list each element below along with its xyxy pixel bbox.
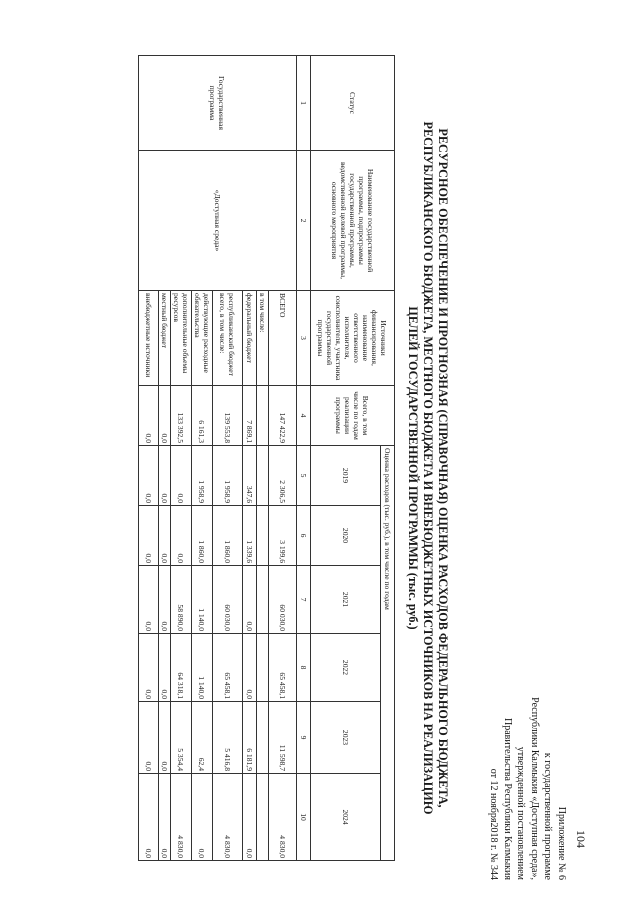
header-total: Всего, в том числе по годам реализации программы xyxy=(311,386,395,446)
column-number: 8 xyxy=(297,634,311,702)
status-cell: Государственная программа xyxy=(139,56,297,151)
value-cell: 0,0 xyxy=(139,506,159,566)
header-status: Статус xyxy=(311,56,395,151)
value-cell: 0,0 xyxy=(139,774,159,861)
title-line: ЦЕЛЕЙ ГОСУДАРСТВЕННОЙ ПРОГРАММЫ (тыс. руб.) xyxy=(406,306,420,630)
value-cell: 6 181,9 xyxy=(243,702,257,774)
value-cell: 11 598,7 xyxy=(269,702,297,774)
total-cell: 139 553,8 xyxy=(213,386,243,446)
value-cell: 4 830,0 xyxy=(213,774,243,861)
document-title xyxy=(405,118,450,818)
value-cell: 4 830,0 xyxy=(171,774,192,861)
appendix-line: к государственной программе xyxy=(542,752,554,880)
value-cell: 0,0 xyxy=(171,446,192,506)
column-number: 5 xyxy=(297,446,311,506)
source-cell: республиканский бюджет всего, в том числе: xyxy=(213,291,243,386)
value-cell: 0,0 xyxy=(159,634,171,702)
source-cell: федеральный бюджет xyxy=(243,291,257,386)
value-cell xyxy=(257,774,269,861)
value-cell: 0,0 xyxy=(243,774,257,861)
appendix-line: утвержденной постановлением xyxy=(515,746,527,880)
value-cell: 347,6 xyxy=(243,446,257,506)
source-cell: дополнительные объемы ресурсов xyxy=(171,291,192,386)
column-number: 2 xyxy=(297,151,311,291)
total-cell xyxy=(257,386,269,446)
program-name-cell: «Доступная среда» xyxy=(139,151,297,291)
value-cell: 5 354,4 xyxy=(171,702,192,774)
value-cell: 0,0 xyxy=(159,506,171,566)
year-header: 2021 xyxy=(311,566,381,634)
year-header: 2020 xyxy=(311,506,381,566)
value-cell: 1 958,9 xyxy=(192,446,213,506)
total-cell: 133 392,5 xyxy=(171,386,192,446)
value-cell: 65 458,1 xyxy=(213,634,243,702)
appendix-line: Республики Калмыкия «Доступная среда», xyxy=(529,697,540,880)
value-cell: 62,4 xyxy=(192,702,213,774)
value-cell: 0,0 xyxy=(159,774,171,861)
source-cell: в том числе: xyxy=(257,291,269,386)
column-number: 4 xyxy=(297,386,311,446)
appendix-line: от 12 ноября2018 г. № 344 xyxy=(488,768,500,880)
value-cell: 2 306,5 xyxy=(269,446,297,506)
year-header: 2024 xyxy=(311,774,381,861)
value-cell: 1 140,0 xyxy=(192,634,213,702)
value-cell: 3 199,6 xyxy=(269,506,297,566)
value-cell: 1 860,0 xyxy=(213,506,243,566)
title-line: РЕСУРСНОЕ ОБЕСПЕЧЕНИЕ И ПРОГНОЗНАЯ (СПРАВОЧНАЯ) ОЦЕНКА РАСХОДОВ ФЕДЕРАЛЬНОГО БЮДЖЕТА, xyxy=(436,128,450,808)
value-cell: 64 318,1 xyxy=(171,634,192,702)
total-cell: 0,0 xyxy=(159,386,171,446)
total-cell: 7 869,1 xyxy=(243,386,257,446)
value-cell: 0,0 xyxy=(159,446,171,506)
appendix-line: Правительства Республики Калмыкия xyxy=(502,717,513,880)
column-number: 6 xyxy=(297,506,311,566)
source-cell: ВСЕГО xyxy=(269,291,297,386)
value-cell xyxy=(257,702,269,774)
value-cell xyxy=(257,446,269,506)
header-name: Наименование государственной программы, подпрограммы государственной программы, ведомственной целевой программы, основного мероприятия xyxy=(311,151,395,291)
value-cell: 0,0 xyxy=(171,506,192,566)
column-number: 7 xyxy=(297,566,311,634)
value-cell: 0,0 xyxy=(159,702,171,774)
value-cell xyxy=(257,506,269,566)
value-cell: 60 030,0 xyxy=(269,566,297,634)
year-header: 2022 xyxy=(311,634,381,702)
column-number: 9 xyxy=(297,702,311,774)
source-cell: местный бюджет xyxy=(159,291,171,386)
value-cell: 1 339,6 xyxy=(243,506,257,566)
value-cell: 0,0 xyxy=(139,702,159,774)
value-cell: 58 890,0 xyxy=(171,566,192,634)
value-cell: 0,0 xyxy=(139,446,159,506)
appendix-note xyxy=(487,520,568,880)
header-estimate: Оценка расходов (тыс. руб.), в том числе по годам xyxy=(381,446,395,861)
header-source: Источники финансирования, наименование ответственного исполнителя, соисполнителя, участника государственной программы xyxy=(311,291,395,386)
total-cell: 6 161,3 xyxy=(192,386,213,446)
value-cell: 0,0 xyxy=(243,566,257,634)
value-cell: 1 860,0 xyxy=(192,506,213,566)
column-number: 1 xyxy=(297,56,311,151)
value-cell: 1 140,0 xyxy=(192,566,213,634)
resources-table xyxy=(138,55,395,861)
value-cell: 0,0 xyxy=(243,634,257,702)
value-cell: 0,0 xyxy=(139,634,159,702)
total-cell: 0,0 xyxy=(139,386,159,446)
value-cell: 1 958,9 xyxy=(213,446,243,506)
value-cell xyxy=(257,634,269,702)
year-header: 2019 xyxy=(311,446,381,506)
value-cell xyxy=(257,566,269,634)
value-cell: 0,0 xyxy=(192,774,213,861)
value-cell: 0,0 xyxy=(139,566,159,634)
total-cell: 147 422,9 xyxy=(269,386,297,446)
value-cell: 0,0 xyxy=(159,566,171,634)
year-header: 2023 xyxy=(311,702,381,774)
column-number: 3 xyxy=(297,291,311,386)
page-number: 104 xyxy=(574,830,588,848)
value-cell: 60 030,0 xyxy=(213,566,243,634)
source-cell: внебюджетные источники xyxy=(139,291,159,386)
title-line: РЕСПУБЛИКАНСКОГО БЮДЖЕТА, МЕСТНОГО БЮДЖЕТА И ВНЕБЮДЖЕТНЫХ ИСТОЧНИКОВ НА РЕАЛИЗАЦИЮ xyxy=(421,121,435,815)
value-cell: 4 830,0 xyxy=(269,774,297,861)
source-cell: действующие расходные обязательства xyxy=(192,291,213,386)
column-number: 10 xyxy=(297,774,311,861)
value-cell: 5 416,8 xyxy=(213,702,243,774)
appendix-line: Приложение № 6 xyxy=(556,806,567,880)
value-cell: 65 458,1 xyxy=(269,634,297,702)
